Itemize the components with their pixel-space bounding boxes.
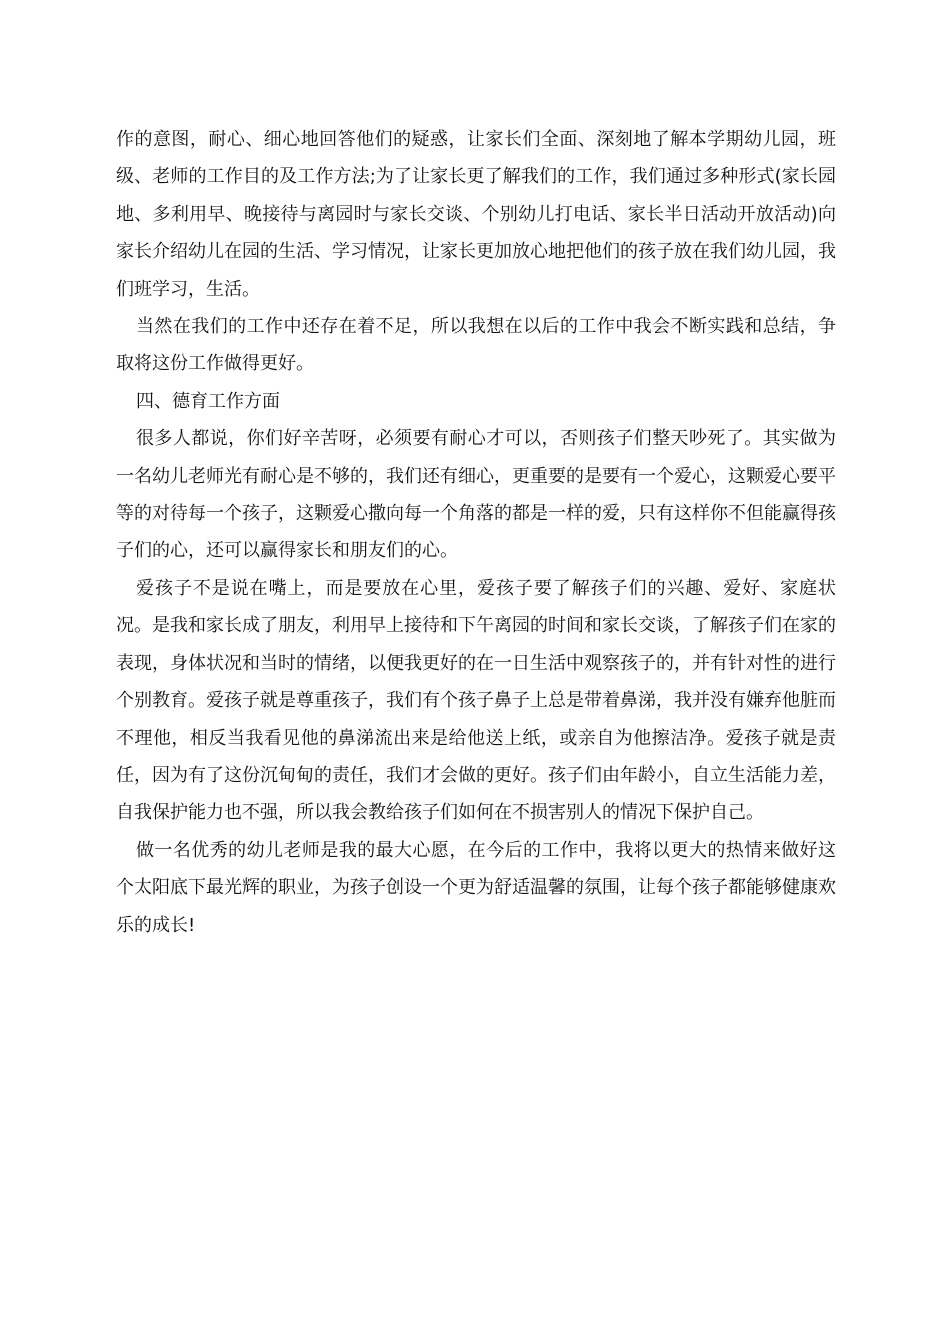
paragraph-patience-and-love: 很多人都说，你们好辛苦呀，必须要有耐心才可以，否则孩子们整天吵死了。其实做为一名幼儿老师光有耐心是不够的，我们还有细心，更重要的是要有一个爱心，这颗爱心要平等的对待每一个孩子，这颗爱心撒向每一个角落的都是一样的爱，只有这样你不但能赢得孩子们的心，还可以赢得家长和朋友们的心。 [116,428,836,562]
document-body [116,121,836,944]
paragraph-shortcomings: 当然在我们的工作中还存在着不足，所以我想在以后的工作中我会不断实践和总结，争取将这份工作做得更好。 [116,316,836,375]
paragraph-parent-communication: 作的意图，耐心、细心地回答他们的疑惑，让家长们全面、深刻地了解本学期幼儿园，班级、老师的工作目的及工作方法;为了让家长更了解我们的工作，我们通过多种形式(家长园地、多利用早、晚接待与离园时与家长交谈、个别幼儿打电话、家长半日活动开放活动)向家长介绍幼儿在园的生活、学习情况，让家长更加放心地把他们的孩子放在我们幼儿园，我们班学习，生活。 [116,129,836,300]
section-heading-moral-education: 四、德育工作方面 [136,390,280,412]
paragraph-aspiration: 做一名优秀的幼儿老师是我的最大心愿，在今后的工作中，我将以更大的热情来做好这个太阳底下最光辉的职业，为孩子创设一个更为舒适温馨的氛围，让每个孩子都能够健康欢乐的成长! [116,839,836,936]
paragraph-loving-children: 爱孩子不是说在嘴上，而是要放在心里，爱孩子要了解孩子们的兴趣、爱好、家庭状况。是我和家长成了朋友，利用早上接待和下午离园的时间和家长交谈，了解孩子们在家的表现，身体状况和当时的情绪，以便我更好的在一日生活中观察孩子的，并有针对性的进行个别教育。爱孩子就是尊重孩子，我们有个孩子鼻子上总是带着鼻涕，我并没有嫌弃他脏而不理他，相反当我看见他的鼻涕流出来是给他送上纸，或亲自为他擦洁净。爱孩子就是责任，因为有了这份沉甸甸的责任，我们才会做的更好。孩子们由年龄小，自立生活能力差，自我保护能力也不强，所以我会教给孩子们如何在不损害别人的情况下保护自己。 [116,577,836,824]
